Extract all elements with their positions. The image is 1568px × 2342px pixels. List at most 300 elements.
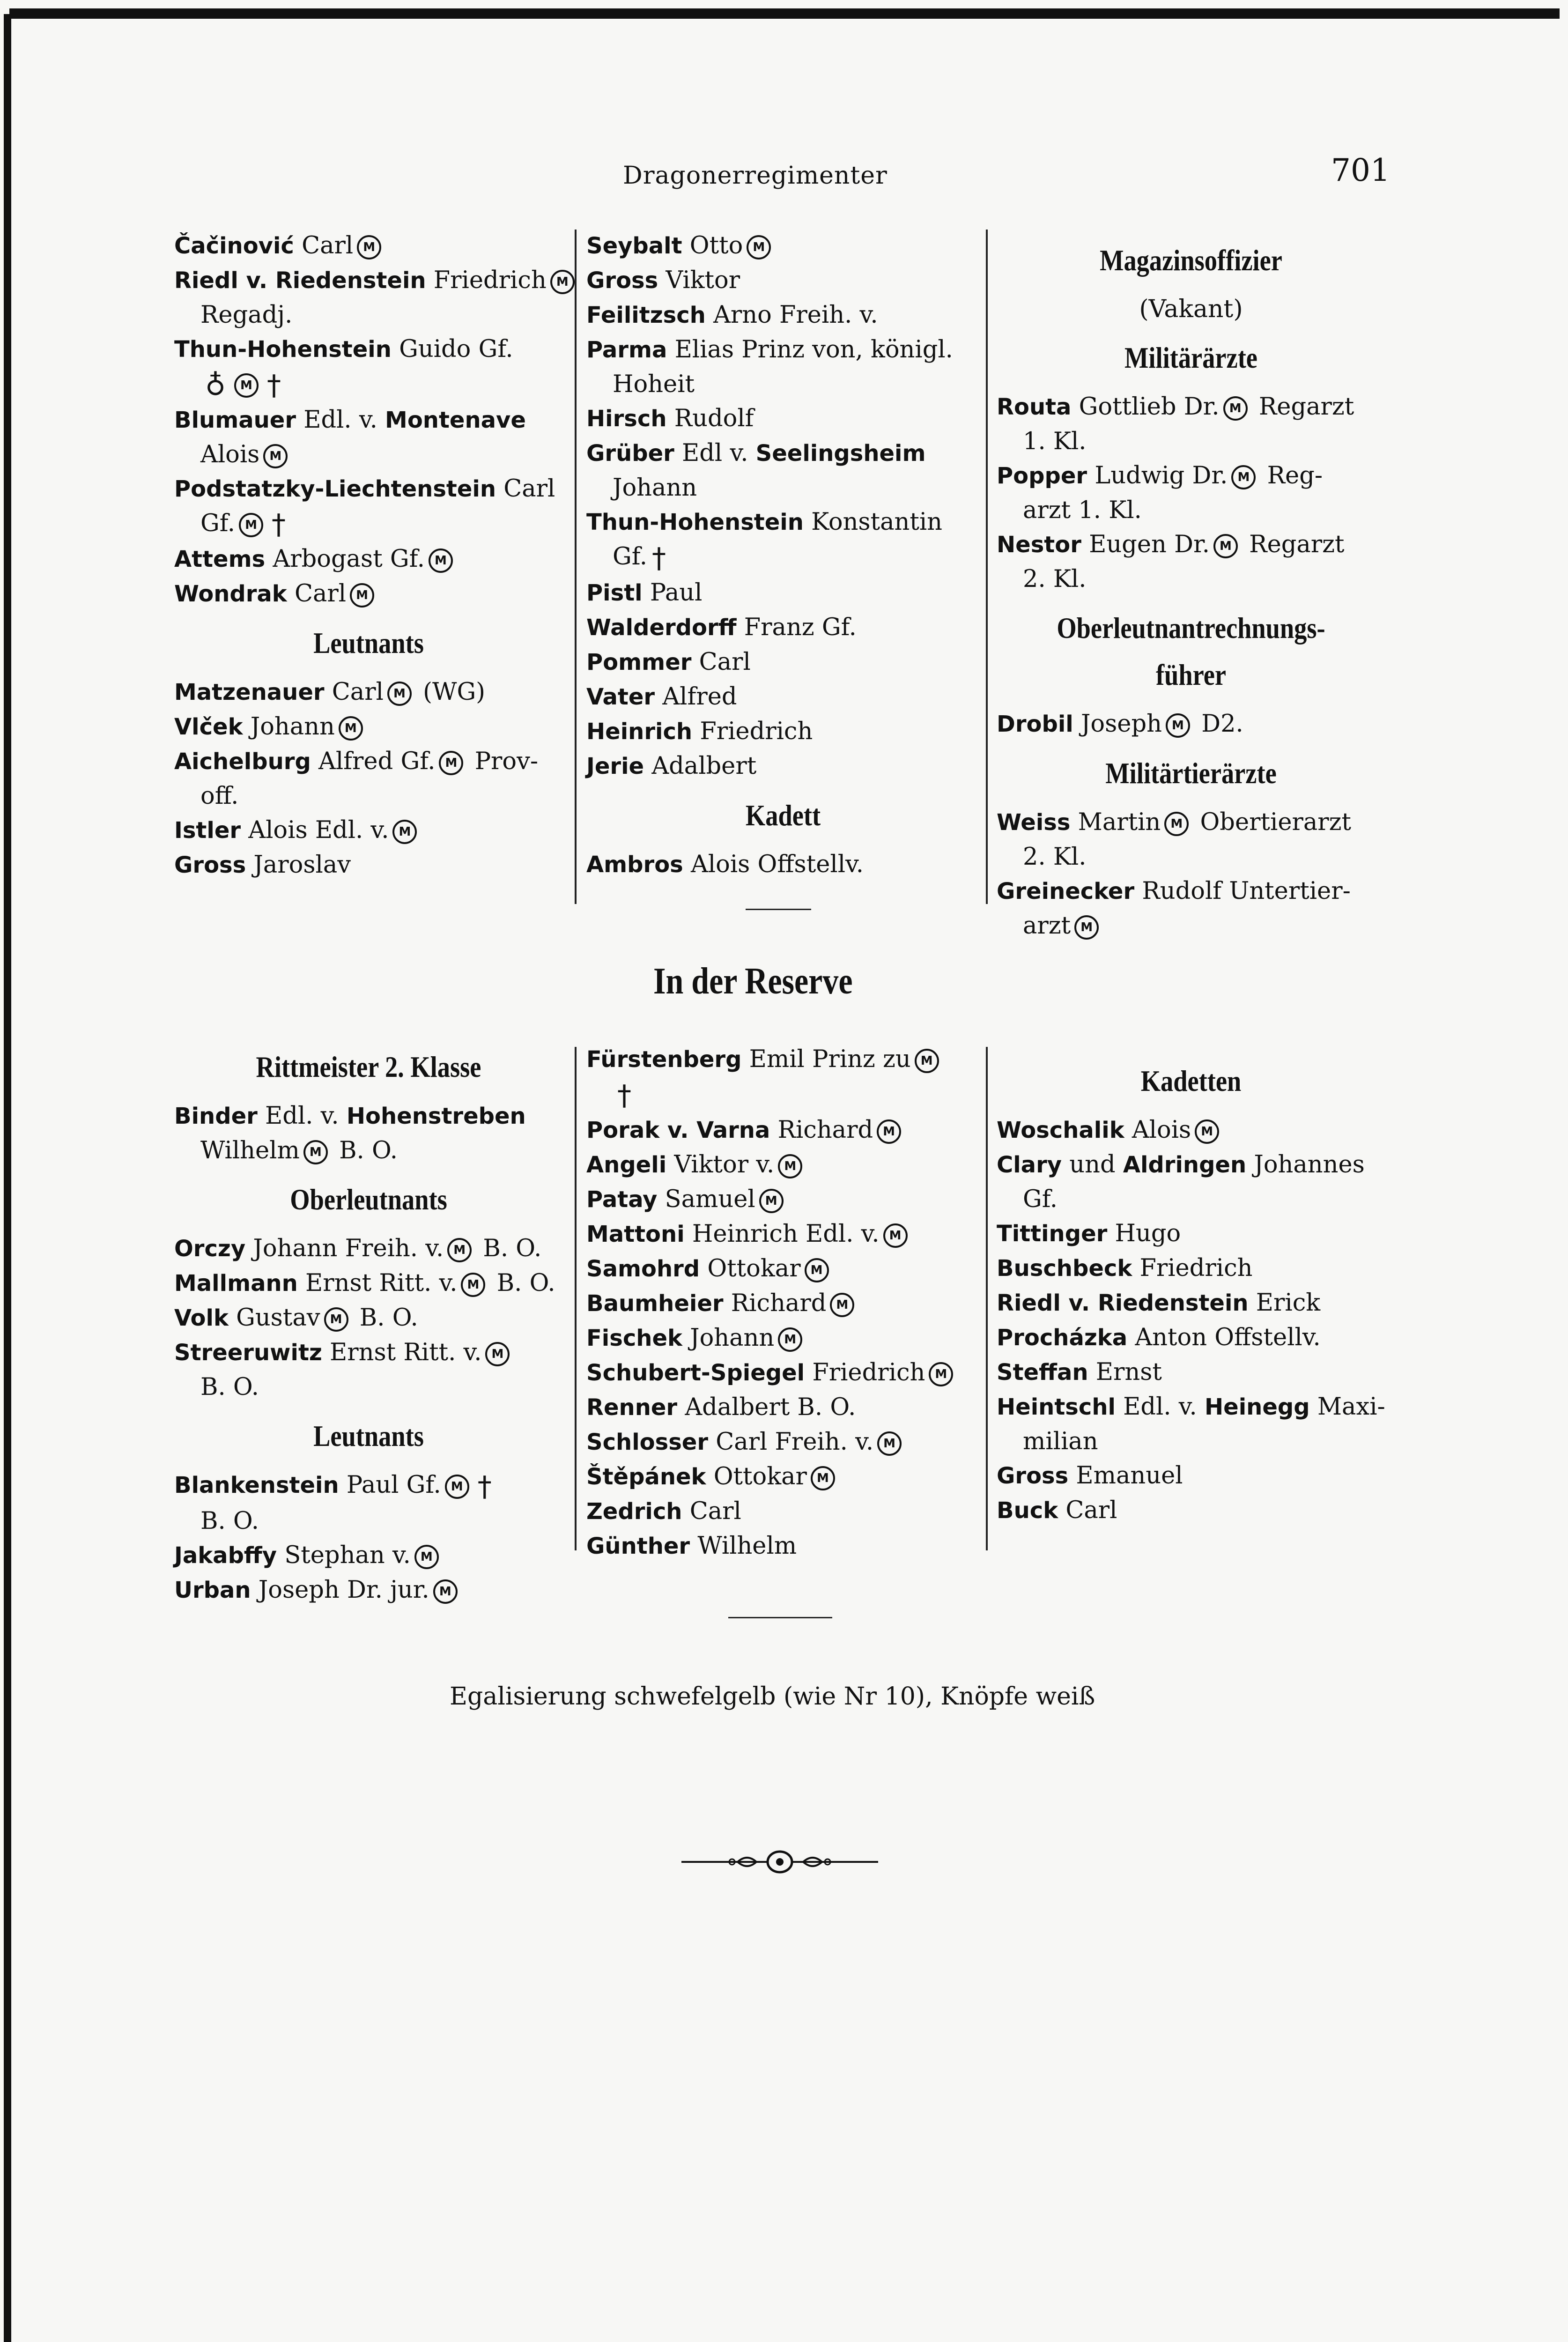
list-entry-continuation	[586, 367, 980, 401]
list-entry	[174, 263, 569, 298]
list-entry	[174, 472, 563, 506]
medal-m-icon: M	[1074, 915, 1099, 940]
entry-surname: Greinecker	[997, 878, 1135, 904]
entry-surname: Attems	[174, 546, 266, 572]
entry-continuation-text: B. O.	[200, 1373, 259, 1401]
column-2-active	[586, 229, 980, 882]
entry-given-name: Carl	[689, 1497, 741, 1525]
list-entry	[174, 542, 563, 577]
entry-given-name: Carl	[302, 232, 354, 259]
entry-continuation-text: Regadj.	[200, 301, 293, 329]
r2-list	[586, 1042, 980, 1564]
entry-surname: Schubert-Spiegel	[586, 1359, 805, 1386]
entry-surname: Streeruwitz	[174, 1340, 322, 1366]
list-entry-continuation	[174, 367, 563, 403]
heading-kadett: Kadett	[745, 798, 821, 832]
entry-surname: Fürstenberg	[586, 1046, 742, 1073]
column-divider	[575, 230, 577, 904]
heading-rittmeister: Rittmeister 2. Klasse	[256, 1050, 481, 1083]
medal-m-icon: M	[1166, 713, 1190, 738]
medal-m-icon: M	[550, 270, 575, 294]
list-entry	[586, 576, 980, 610]
heading-magazinsoffizier: Magazinsoffizier	[1100, 244, 1282, 277]
list-entry	[586, 1425, 980, 1460]
entry-suffix: Maxi-	[1317, 1393, 1385, 1421]
medal-m-icon: M	[877, 1431, 902, 1456]
entry-given-name: Martin	[1078, 808, 1161, 836]
entry-given-name: Gustav	[236, 1304, 320, 1332]
medal-m-icon: M	[239, 513, 263, 537]
heading-militaertieraerzte: Militärtierärzte	[1105, 756, 1277, 790]
medal-m-icon: M	[747, 235, 771, 259]
entry-given-name: Viktor	[666, 267, 740, 294]
list-entry	[586, 1217, 980, 1252]
reserve-column-1	[174, 1035, 563, 1608]
medal-m-icon: M	[883, 1223, 908, 1248]
entry-surname: Walderdorff	[586, 614, 737, 641]
col3c-list	[997, 805, 1385, 943]
entry-continuation-text: Gf.	[1023, 1186, 1058, 1213]
list-entry	[997, 805, 1385, 840]
medal-m-icon: M	[1213, 534, 1238, 558]
list-entry	[586, 1390, 980, 1425]
entry-given-name: Franz Gf.	[744, 613, 857, 641]
entry-continuation-text: Alois	[200, 440, 260, 468]
entry-continuation-text: Gf.	[200, 509, 236, 537]
entry-given-name: Friedrich	[1139, 1254, 1253, 1282]
entry-given-name: und	[1069, 1151, 1116, 1178]
list-entry-continuation	[997, 909, 1385, 943]
entry-given-name: Erick	[1256, 1289, 1321, 1317]
entry-surname: Clary	[997, 1152, 1062, 1178]
entry-given-name: Johann	[250, 713, 335, 741]
short-rule	[746, 909, 811, 910]
medal-m-icon: M	[1164, 812, 1189, 836]
entry-continuation-text: arzt	[1023, 912, 1071, 940]
list-entry	[997, 1320, 1385, 1355]
entry-given-name: Samuel	[665, 1185, 755, 1213]
medal-m-icon: M	[303, 1140, 328, 1164]
medal-m-icon: M	[461, 1273, 485, 1297]
list-entry	[174, 813, 563, 848]
entry-suffix: Johannes	[1254, 1151, 1365, 1178]
list-entry	[174, 1266, 563, 1301]
entry-given-name: Carl	[332, 678, 384, 706]
entry-surname: Zedrich	[586, 1498, 682, 1525]
section-title-reserve: In der Reserve	[653, 961, 853, 1002]
entry-suffix: Regarzt	[1249, 531, 1345, 558]
list-entry	[586, 847, 980, 882]
entry-given-name: Alfred	[662, 682, 737, 711]
list-entry-continuation	[174, 506, 563, 542]
entry-surname: Istler	[174, 817, 241, 844]
medal-m-icon: M	[439, 751, 463, 775]
entry-surname-part: Seelingsheim	[755, 440, 926, 467]
entry-suffix: Obertierarzt	[1200, 808, 1352, 836]
list-entry	[586, 1113, 980, 1148]
entry-surname: Riedl v. Riedenstein	[997, 1290, 1249, 1316]
list-entry	[586, 333, 980, 367]
entry-given-name: Jaroslav	[253, 851, 351, 879]
r1c-list	[174, 1468, 563, 1608]
list-entry-continuation	[997, 562, 1385, 596]
entry-given-name: Alois Offstellv.	[690, 850, 864, 878]
entry-given-name: Gottlieb Dr.	[1079, 393, 1220, 421]
entry-given-name: Guido Gf.	[399, 335, 513, 363]
entry-given-name: Wilhelm	[697, 1532, 797, 1560]
medal-m-icon: M	[811, 1466, 835, 1490]
list-entry	[586, 1529, 980, 1564]
entry-surname: Thun-Hohenstein	[174, 336, 392, 363]
r3-list	[997, 1113, 1385, 1528]
heading-oberleutnants: Oberleutnants	[290, 1183, 447, 1216]
entry-given-name: Adalbert B. O.	[685, 1393, 856, 1421]
list-entry	[174, 675, 563, 710]
entry-surname: Popper	[997, 463, 1087, 489]
heading-rechnungsfuehrer-cont: führer	[1155, 658, 1227, 691]
entry-surname: Riedl v. Riedenstein	[174, 267, 426, 294]
entry-continuation-text: milian	[1023, 1428, 1098, 1455]
entry-given-name: Anton Offstellv.	[1135, 1324, 1321, 1351]
heading-leutnants-reserve: Leutnants	[313, 1419, 424, 1453]
running-header: Dragonerregimenter	[623, 162, 888, 190]
entry-continuation-text: 2. Kl.	[1023, 565, 1087, 593]
medal-m-icon: M	[1195, 1119, 1219, 1144]
cross-icon: †	[272, 508, 286, 541]
list-entry	[174, 1335, 563, 1370]
entry-given-name: Konstantin	[811, 508, 942, 536]
entry-surname: Jakabffy	[174, 1542, 277, 1569]
list-entry	[174, 1538, 563, 1573]
list-entry	[997, 1493, 1385, 1528]
list-entry-continuation	[174, 1134, 563, 1168]
col3a-list	[997, 390, 1385, 596]
list-entry	[997, 1148, 1385, 1182]
list-entry	[586, 714, 980, 749]
entry-given-name: Ottokar	[707, 1254, 801, 1282]
entry-surname: Thun-Hohenstein	[586, 509, 804, 535]
list-entry	[997, 1251, 1385, 1286]
list-entry-continuation	[997, 840, 1385, 874]
entry-surname: Matzenauer	[174, 679, 325, 705]
list-entry	[586, 298, 980, 333]
cross-icon: †	[617, 1079, 631, 1112]
list-entry	[586, 401, 980, 436]
medal-m-icon: M	[447, 1238, 472, 1262]
cross-icon: †	[652, 541, 666, 575]
cross-icon: †	[477, 1470, 492, 1503]
list-entry	[586, 680, 980, 714]
entry-surname: Volk	[174, 1305, 229, 1331]
entry-continuation-text: Wilhelm	[200, 1137, 300, 1164]
entry-continuation-text: Hoheit	[613, 371, 695, 398]
entry-given-name: Rudolf Untertier-	[1142, 877, 1351, 905]
entry-suffix: B. O.	[359, 1304, 418, 1332]
list-entry	[586, 1148, 980, 1182]
entry-surname: Wondrak	[174, 581, 287, 607]
entry-surname: Pistl	[586, 579, 643, 606]
entry-continuation-text: B. O.	[200, 1507, 259, 1535]
entry-surname: Seybalt	[586, 233, 682, 259]
list-entry	[174, 1468, 563, 1504]
entry-given-name: Rudolf	[674, 405, 754, 432]
entry-given-name: Ernst Ritt. v.	[330, 1339, 482, 1366]
entry-given-name: Ernst Ritt. v.	[305, 1269, 458, 1297]
list-entry	[174, 710, 563, 744]
entry-surname: Orczy	[174, 1236, 246, 1262]
entry-given-name: Carl	[1065, 1497, 1117, 1524]
entry-given-name: Stephan v.	[284, 1541, 411, 1569]
entry-surname: Gross	[997, 1463, 1069, 1489]
entry-suffix: Reg-	[1267, 462, 1323, 489]
entry-given-name: Paul Gf.	[346, 1471, 441, 1499]
entry-surname: Grüber	[586, 440, 674, 467]
list-entry	[586, 1494, 980, 1529]
entry-continuation-text: 2. Kl.	[1023, 843, 1087, 871]
r1a-list	[174, 1099, 563, 1168]
medal-m-icon: M	[433, 1579, 458, 1604]
entry-given-name: Elias Prinz von, königl.	[674, 336, 953, 363]
heading-leutnants: Leutnants	[313, 626, 424, 660]
entry-surname: Binder	[174, 1103, 258, 1129]
entry-given-name: Otto	[689, 232, 743, 259]
heading-rechnungsfuehrer: Oberleutnantrechnungs-	[1057, 611, 1325, 645]
list-entry	[997, 1286, 1385, 1320]
list-entry	[586, 1286, 980, 1321]
entry-continuation-text: Johann	[613, 474, 697, 502]
entry-surname: Heintschl	[997, 1394, 1116, 1420]
entry-given-name: Paul	[650, 578, 703, 607]
list-entry	[586, 1321, 980, 1356]
entry-surname: Štěpánek	[586, 1463, 706, 1490]
heading-kadetten: Kadetten	[1140, 1064, 1242, 1097]
entry-given-name: Ottokar	[713, 1462, 807, 1490]
medal-m-icon: M	[830, 1293, 854, 1317]
list-entry	[997, 874, 1385, 909]
reserve-column-2	[586, 1042, 980, 1564]
list-entry	[586, 229, 980, 263]
list-entry	[586, 645, 980, 680]
list-entry	[586, 1356, 980, 1390]
entry-given-name: Emil Prinz zu	[749, 1045, 911, 1073]
entry-given-name: Edl. v.	[265, 1102, 339, 1130]
medal-m-icon: M	[339, 716, 363, 741]
list-entry-continuation	[174, 1504, 563, 1538]
col1b-list	[174, 675, 563, 882]
entry-surname: Renner	[586, 1394, 678, 1421]
list-entry	[174, 744, 563, 779]
entry-surname: Fischek	[586, 1325, 682, 1351]
entry-given-name: Emanuel	[1076, 1462, 1183, 1490]
list-entry-continuation	[174, 779, 563, 813]
entry-given-name: Richard	[731, 1289, 827, 1317]
scan-border-left	[4, 14, 11, 2342]
list-entry	[997, 1355, 1385, 1390]
entry-given-name: Eugen Dr.	[1089, 531, 1210, 558]
cross-icon: †	[266, 369, 281, 402]
list-entry-continuation	[586, 1077, 980, 1113]
entry-surname: Heinrich	[586, 718, 693, 745]
entry-surname-part: Hohenstreben	[346, 1103, 526, 1129]
entry-continuation-text: arzt 1. Kl.	[1023, 497, 1142, 524]
entry-given-name: Edl. v.	[303, 406, 377, 434]
section-rule	[728, 1617, 832, 1618]
medal-m-icon: M	[445, 1475, 469, 1499]
entry-surname: Steffan	[997, 1359, 1088, 1386]
entry-given-name: Carl	[294, 580, 347, 608]
list-entry	[997, 1459, 1385, 1493]
medal-m-icon: M	[234, 373, 259, 398]
heading-militaeraerzte: Militärärzte	[1124, 341, 1257, 374]
list-entry	[997, 1216, 1385, 1251]
entry-surname: Mattoni	[586, 1221, 685, 1247]
entry-given-name: Friedrich	[433, 267, 547, 294]
list-entry	[997, 390, 1385, 424]
medal-m-icon: M	[387, 682, 412, 706]
entry-surname: Porak v. Varna	[586, 1117, 770, 1143]
entry-suffix: (WG)	[423, 678, 486, 706]
medal-m-icon: M	[759, 1189, 784, 1213]
medal-m-icon: M	[1231, 465, 1256, 489]
medal-m-icon: M	[324, 1307, 348, 1332]
entry-surname: Weiss	[997, 809, 1071, 836]
list-entry	[174, 1301, 563, 1335]
list-entry-continuation	[997, 1424, 1385, 1459]
entry-given-name: Edl. v.	[1123, 1393, 1197, 1421]
entry-given-name: Carl	[699, 648, 751, 676]
entry-surname: Mallmann	[174, 1270, 298, 1297]
entry-given-name: Viktor v.	[674, 1150, 775, 1178]
list-entry-continuation	[586, 471, 980, 505]
col2b-list	[586, 847, 980, 882]
list-entry-continuation	[586, 540, 980, 576]
entry-given-name: Carl Freih. v.	[716, 1428, 874, 1456]
col3b-list	[997, 707, 1385, 741]
entry-given-name: Alfred Gf.	[318, 748, 436, 775]
entry-given-name: Johann	[690, 1324, 775, 1352]
decoration-icon: ♁	[205, 369, 226, 402]
entry-suffix: B. O.	[496, 1269, 555, 1297]
entry-surname: Aichelburg	[174, 749, 311, 775]
list-entry	[174, 1231, 563, 1266]
entry-surname: Jerie	[586, 753, 644, 779]
list-entry-continuation	[997, 493, 1385, 527]
entry-surname: Feilitzsch	[586, 302, 706, 328]
entry-surname: Blumauer	[174, 407, 296, 433]
list-entry	[586, 1042, 980, 1077]
list-entry	[997, 1113, 1385, 1148]
entry-surname-part: Montenave	[385, 407, 526, 433]
entry-surname: Buck	[997, 1497, 1058, 1524]
entry-surname: Günther	[586, 1533, 690, 1559]
entry-surname: Buschbeck	[997, 1255, 1132, 1282]
entry-given-name: Richard	[777, 1116, 873, 1144]
column-divider	[575, 1047, 577, 1550]
list-entry	[174, 403, 563, 437]
entry-surname: Routa	[997, 394, 1072, 420]
entry-surname: Parma	[586, 337, 667, 363]
list-entry	[586, 1460, 980, 1494]
entry-continuation-text: off.	[200, 782, 239, 810]
entry-surname: Vater	[586, 683, 655, 710]
entry-suffix: Regarzt	[1258, 393, 1354, 421]
list-entry	[586, 1252, 980, 1286]
entry-given-name: Joseph	[1080, 710, 1162, 738]
column-divider	[986, 1047, 988, 1550]
entry-surname: Urban	[174, 1577, 251, 1603]
entry-surname: Vlček	[174, 714, 243, 740]
list-entry	[586, 505, 980, 540]
list-entry	[997, 1390, 1385, 1424]
entry-given-name: Johann Freih. v.	[253, 1235, 444, 1262]
entry-continuation-text: Gf.	[613, 543, 648, 571]
entry-given-name: Arbogast Gf.	[273, 545, 425, 573]
list-entry-continuation	[997, 1182, 1385, 1216]
entry-suffix: Prov-	[474, 748, 539, 775]
list-entry	[586, 436, 980, 471]
entry-given-name: Carl	[503, 474, 555, 503]
list-entry	[174, 577, 563, 611]
entry-surname: Angeli	[586, 1151, 667, 1178]
r1b-list	[174, 1231, 563, 1404]
entry-surname-part: Heinegg	[1204, 1394, 1310, 1420]
medal-m-icon: M	[350, 583, 374, 608]
entry-surname: Gross	[174, 852, 246, 878]
entry-given-name: Friedrich	[700, 717, 813, 745]
medal-m-icon: M	[778, 1327, 802, 1352]
list-entry	[997, 707, 1385, 741]
column-3-active	[997, 229, 1385, 943]
medal-m-icon: M	[429, 548, 453, 573]
medal-m-icon: M	[357, 235, 381, 259]
list-entry	[586, 1182, 980, 1217]
entry-given-name: Ernst	[1095, 1358, 1162, 1386]
list-entry	[586, 263, 980, 298]
entry-given-name: Arno Freih. v.	[713, 301, 878, 329]
medal-m-icon: M	[929, 1362, 953, 1386]
page-number: 701	[1331, 152, 1390, 188]
entry-suffix: D2.	[1201, 710, 1243, 738]
entry-given-name: Edl v.	[682, 439, 748, 467]
medal-m-icon: M	[877, 1119, 901, 1144]
entry-continuation-text: 1. Kl.	[1023, 428, 1087, 455]
entry-surname: Podstatzky-Liechtenstein	[174, 475, 496, 502]
col2-list	[586, 229, 980, 784]
entry-surname: Procházka	[997, 1325, 1128, 1351]
list-entry	[586, 749, 980, 784]
entry-given-name: Heinrich Edl. v.	[692, 1220, 880, 1248]
medal-m-icon: M	[805, 1258, 829, 1282]
list-entry	[997, 527, 1385, 562]
col1-list	[174, 229, 569, 611]
ornament-icon	[681, 1845, 878, 1878]
entry-surname: Gross	[586, 267, 658, 294]
column-1-active	[174, 229, 569, 882]
entry-surname: Tittinger	[997, 1221, 1108, 1247]
entry-surname: Patay	[586, 1186, 658, 1213]
entry-continuation-suffix: B. O.	[339, 1137, 398, 1164]
entry-surname: Ambros	[586, 851, 683, 878]
medal-m-icon: M	[915, 1049, 939, 1073]
entry-surname: Blankenstein	[174, 1472, 339, 1498]
entry-surname: Drobil	[997, 711, 1073, 737]
medal-m-icon: M	[485, 1342, 510, 1366]
entry-given-name: Ludwig Dr.	[1095, 462, 1228, 489]
entry-given-name: Alois	[1132, 1116, 1191, 1144]
list-entry	[174, 848, 563, 882]
entry-suffix: B. O.	[483, 1235, 542, 1262]
footer-note: Egalisierung schwefelgelb (wie Nr 10), Knöpfe weiß	[450, 1682, 1095, 1711]
